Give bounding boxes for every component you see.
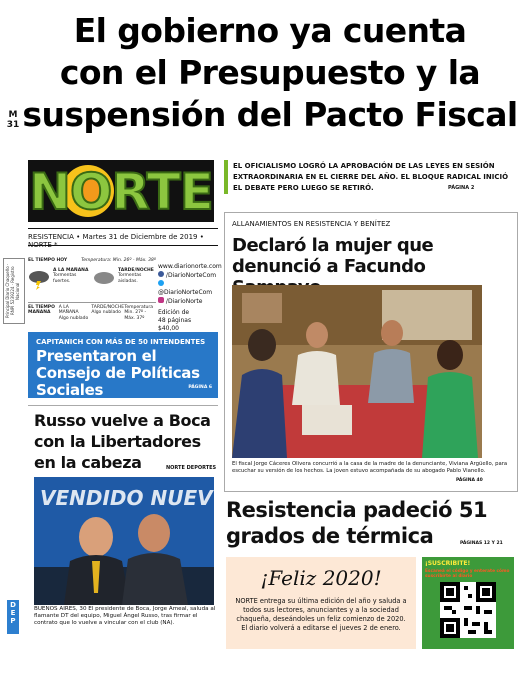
resistencia-headline[interactable]: Resistencia padeció 51 grados de térmica [226,498,488,548]
consejo-kicker: CAPITANICH CON MÁS DE 50 INTENDENTES [36,338,206,346]
twitter-handle: @DiarioNorteCom [158,289,213,296]
main-headline[interactable] [22,10,518,136]
subhead-accent [224,160,228,194]
facebook-handle: /DiarioNorteCom [165,272,217,279]
weather-afternoon-label: TARDE/NOCHE [118,267,154,273]
weather-foot-2: TARDE/NOCHE Algo nublado [91,304,125,315]
russo-headline[interactable]: Russo vuelve a Boca con la Libertadores en la cabeza [34,411,211,472]
subscribe-box[interactable] [422,557,514,649]
headline-line-2: con el Presupuesto y la [59,53,481,92]
side-date-day: 31 [6,120,20,130]
consejo-title: Presentaron el Consejo de Políticas Sociales [36,347,200,399]
feliz-title: ¡Feliz 2020! [260,566,382,590]
social-links [158,263,220,333]
deportes-tab[interactable] [7,600,19,634]
subhead-page: PÁGINA 2 [448,185,475,191]
weather-morning-label: A LA MAÑANA [53,267,89,273]
qr-code-icon[interactable] [440,582,496,638]
website-link[interactable]: www.diarionorte.com [158,263,222,270]
weather-foot-3: Temperatura Min. 27º - Máx. 37º [124,304,153,321]
resistencia-page: PÁGINAS 12 Y 21 [460,541,503,546]
instagram-handle: /DiarioNorte [165,298,203,305]
subscribe-heading: ¡SUSCRIBITE! [425,560,471,567]
logo-text: NORTE [29,163,213,221]
weather-foot-1: A LA MAÑANA Algo nublado [58,304,89,321]
consejo-page: PÁGINA 6 [188,385,212,390]
instagram-icon [158,297,164,303]
facebook-icon [158,271,164,277]
headline-line-3: suspensión del Pacto Fiscal [22,95,518,134]
deportes-letter: D [10,601,16,609]
twitter-icon [158,280,164,286]
divider [28,405,218,406]
divider [28,228,218,229]
instagram-link[interactable] [158,297,220,306]
deportes-letter: E [10,609,16,617]
cloud-icon [93,268,115,290]
feliz-text: NORTE entrega su última edición del año y saluda a todos sus lectores, anunciantes y a la sociedad chaqueña, deseándoles un feliz comienzo de 2020. El diario volverá a editarse el jueves 2 de enero. [235,597,407,632]
subscribe-sub: Escaneá el código y enterate cómo suscribirte al diario [425,569,510,579]
russo-photo[interactable] [34,477,214,605]
storm-cloud-icon [28,268,50,290]
sampayo-caption: El fiscal Jorge Cáceres Olivera concurrió a la casa de la madre de la denunciante, Viviana Argüello, para escuchar su versión de los hechos. La joven estuvo acompañada de su abogado Pablo Vianello. [232,461,508,474]
deportes-letter: P [10,617,16,625]
side-date [4,110,22,130]
sampayo-photo[interactable] [232,285,482,458]
weather-title: EL TIEMPO HOY [28,258,68,263]
edition-price: $40,00 [158,325,179,332]
twitter-link[interactable] [158,280,220,297]
weather-foot-0: EL TIEMPO MAÑANA [28,304,55,315]
weather-afternoon-desc: Tormentas aisladas. [118,273,142,284]
headline-line-1: El gobierno ya cuenta [73,11,467,50]
edition-label: Edición de [158,309,190,316]
subhead-text[interactable]: EL OFICIALISMO LOGRÓ LA APROBACIÓN DE LAS LEYES EN SESIÓN EXTRAORDINARIA EN EL CIERRE DEL AÑO. EL BLOQUE RADICAL INICIÓ EL DEBATE PERO LUEGO SE RETIRÓ. [233,162,509,192]
norte-logo[interactable] [28,160,214,222]
registry-strip: Principal Diario Chaqueño · RNPI 5239224 · Registro Nacional [3,258,25,324]
russo-section: NORTE DEPORTES [166,465,217,471]
edition-pages: 48 páginas [158,317,192,324]
sampayo-headline[interactable]: Declaró la mujer que denunció a Facundo [232,235,434,277]
photo-banner-text: VENDIDO NUEV [40,486,213,510]
consejo-story[interactable] [28,332,218,398]
weather-morning-desc: Tormentas fuertes. [53,273,77,284]
russo-caption: BUENOS AIRES, 30 El presidente de Boca, Jorge Ameal, saluda al flamante DT del equipo, Miguel Ángel Russo, tras firmar el contrato que lo vuelve a vincular con el club (NA). [34,606,216,626]
weather-temp: Temperatura: Min. 26º - Máx. 38º [81,258,156,263]
facebook-link[interactable] [158,271,220,280]
weather-box [28,258,156,324]
sampayo-page: PÁGINA 40 [456,478,483,483]
sampayo-kicker: ALLANAMIENTOS EN RESISTENCIA Y BENÍTEZ [232,220,391,228]
side-date-month: M [8,110,18,120]
dateline: RESISTENCIA • Martes 31 de Diciembre de 2019 • NORTE * [28,233,204,249]
